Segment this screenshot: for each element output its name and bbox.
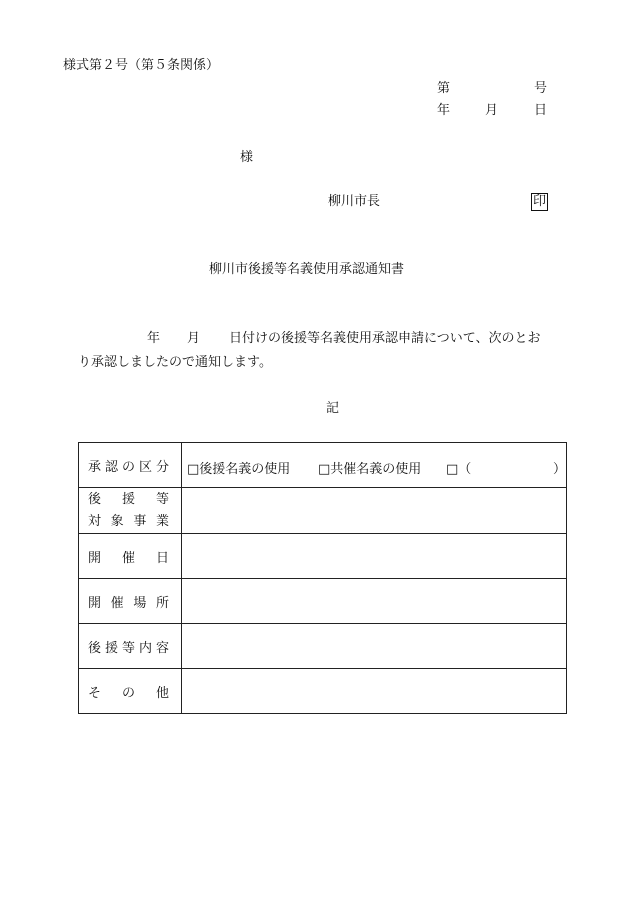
table-row <box>79 534 567 579</box>
approval-options-cell <box>182 443 567 488</box>
row-label-approval-category <box>79 443 182 488</box>
checkbox-cohost-name[interactable]: □共催名義の使用 <box>318 462 422 477</box>
addressee-honorific: 様 <box>240 150 254 165</box>
label-char: 分 <box>155 459 169 475</box>
document-number-suffix: 号 <box>534 81 548 96</box>
spread-label <box>88 456 169 475</box>
body-year-mark: 年 <box>147 331 161 346</box>
body-month-mark: 月 <box>187 331 201 346</box>
table-row <box>79 579 567 624</box>
date-day-mark: 日 <box>534 103 548 118</box>
row-label-other <box>79 669 182 714</box>
document-number-prefix: 第 <box>437 81 451 96</box>
table-row <box>79 443 567 488</box>
venue-value[interactable] <box>182 579 567 624</box>
label-char: 催 <box>121 550 135 566</box>
table-row <box>79 488 567 534</box>
label-char: 催 <box>110 595 124 611</box>
ki-heading: 記 <box>326 401 340 416</box>
date-value[interactable] <box>182 534 567 579</box>
label-char: 対 <box>88 513 102 529</box>
label-char: 業 <box>155 513 169 529</box>
target-event-value[interactable] <box>182 488 567 534</box>
label-char: 内 <box>138 640 152 656</box>
row-label-target-event <box>79 488 182 534</box>
label-char: 象 <box>110 513 124 529</box>
issuer-name: 柳川市長 <box>328 194 381 209</box>
other-value[interactable] <box>182 669 567 714</box>
checkbox-sponsorship-name[interactable]: □後援名義の使用 <box>187 462 291 477</box>
label-char: 援 <box>104 640 118 656</box>
label-char: 他 <box>155 685 169 701</box>
table-row <box>79 669 567 714</box>
date-year-mark: 年 <box>437 103 451 118</box>
label-char: 日 <box>155 550 169 566</box>
label-char: そ <box>88 685 102 701</box>
label-char: 認 <box>104 459 118 475</box>
support-content-value[interactable] <box>182 624 567 669</box>
label-char: 後 <box>88 640 102 656</box>
row-label-venue <box>79 579 182 624</box>
seal-mark: 印 <box>533 194 547 209</box>
form-number: 様式第２号（第５条関係） <box>63 58 220 73</box>
date-month-mark: 月 <box>485 103 499 118</box>
label-char: 承 <box>88 459 102 475</box>
spread-label <box>88 547 169 566</box>
label-char: 場 <box>133 595 147 611</box>
checkbox-other[interactable]: □（ <box>446 462 472 477</box>
document-title: 柳川市後援等名義使用承認通知書 <box>209 262 405 277</box>
label-char: 所 <box>155 595 169 611</box>
label-char: 後 <box>88 491 102 507</box>
body-line-2: り承認しましたので通知します。 <box>78 355 272 370</box>
body-line-1-text: 日付けの後援等名義使用承認申請について、次のとお <box>229 331 541 346</box>
spread-label-line1 <box>88 489 169 511</box>
label-char: 区 <box>138 459 152 475</box>
row-label-support-content <box>79 624 182 669</box>
table-row <box>79 624 567 669</box>
label-char: 援 <box>121 491 135 507</box>
row-label-date <box>79 534 182 579</box>
spread-label <box>88 682 169 701</box>
label-char: の <box>121 685 135 701</box>
spread-label <box>88 592 169 611</box>
label-char: 容 <box>155 640 169 656</box>
label-char: 等 <box>155 491 169 507</box>
label-char: 開 <box>88 550 102 566</box>
label-char: の <box>121 459 135 475</box>
label-char: 等 <box>121 640 135 656</box>
label-char: 開 <box>88 595 102 611</box>
approval-details-table <box>78 442 567 714</box>
label-char: 事 <box>133 513 147 529</box>
spread-label <box>88 637 169 656</box>
spread-label-line2 <box>88 511 169 533</box>
other-close-paren: ） <box>553 462 567 477</box>
